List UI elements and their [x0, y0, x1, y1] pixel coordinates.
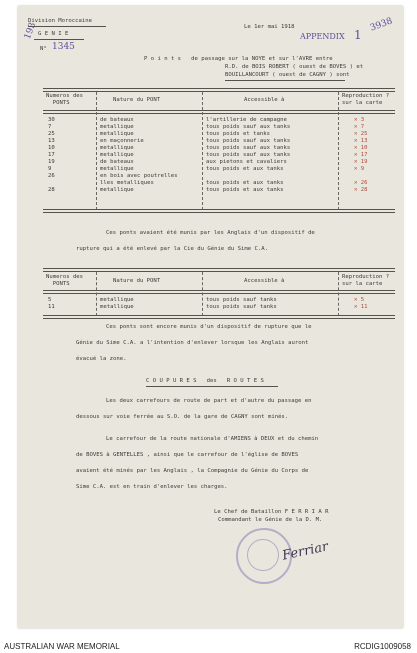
paragraph-4-line-1: Le carrefour de la route nationale d'AMIENS à DEUX et du chemin	[106, 436, 319, 442]
map-mark: ✕ 26	[354, 180, 368, 186]
archive-name: AUSTRALIAN WAR MEMORIAL	[4, 642, 120, 651]
table1-bottom-rule	[43, 209, 395, 213]
paragraph-4-line-2: de BOVES à GENTELLES , ainsi que le carrefour de l'église de BOVES	[76, 452, 299, 458]
table1-col-access	[206, 117, 336, 194]
table2-bottom-rule	[43, 315, 395, 319]
document-number-label: N°	[40, 46, 47, 52]
table-cell: 9	[48, 166, 52, 172]
handwritten-page-number-left: 193	[22, 21, 39, 41]
division-name: Division Moroccaine	[28, 18, 92, 24]
table-cell: tous poids sauf aux tanks	[206, 124, 291, 130]
paragraph-1-line-1: Ces ponts avaient été munis par les Anglais d'un dispositif de	[106, 230, 315, 236]
section-title-underline	[146, 386, 278, 387]
map-mark: ✕ 9	[354, 166, 365, 172]
paragraph-1-line-2: rupture qui a été enlevé par la Cie du Génie du Sime C.A.	[76, 246, 268, 252]
table1-divider-1	[96, 92, 97, 210]
table-cell: 17	[48, 152, 55, 158]
table2-col-nature	[100, 297, 200, 311]
table-cell: 26	[48, 173, 55, 179]
document-page	[18, 6, 403, 628]
table2-divider-3	[338, 272, 339, 316]
table2-header-access: Accessible à	[244, 278, 285, 284]
table-cell: de bateaux	[100, 117, 134, 123]
handwritten-signature: Ferriar	[280, 539, 330, 564]
table-cell: 25	[48, 131, 55, 137]
map-mark	[354, 173, 394, 180]
service-name: G E N I E	[38, 31, 69, 37]
signature-line-2: Commandant le Génie de la D. M.	[218, 517, 323, 523]
table-cell: tous poids et aux tanks	[206, 166, 284, 172]
paragraph-2-line-2: Génie du Sime C.A. a l'intention d'enlever lorsque les Anglais auront	[76, 340, 309, 346]
table-cell: 5	[48, 297, 52, 303]
table2-col-numero	[48, 297, 88, 311]
table-cell: en maçonnerie	[100, 138, 144, 144]
table1-col-report	[354, 117, 394, 194]
table-cell: metallique	[100, 152, 134, 158]
document-number-handwritten: 1345	[52, 42, 75, 52]
map-mark: ✕ 13	[354, 138, 368, 144]
map-mark: ✕ 5	[354, 297, 365, 303]
intro-line-1: P o i n t s de passage sur la NOYE et sur l'AVRE entre	[144, 56, 333, 62]
table-cell: metallique	[100, 304, 134, 310]
intro-line-2: R.D. de BOIS ROBERT ( ouest de BOVES ) et	[225, 64, 364, 70]
map-mark: ✕ 10	[354, 145, 368, 151]
table-cell: tous poids sauf tanks	[206, 297, 277, 303]
map-mark: ✕ 19	[354, 159, 368, 165]
table2-divider-2	[202, 272, 203, 316]
map-mark: ✕ 17	[354, 152, 368, 158]
table1-divider-2	[202, 92, 203, 210]
table-cell: tous poids sauf aux tanks	[206, 138, 291, 144]
paragraph-2-line-1: Ces ponts sont encore munis d'un dispositif de rupture que le	[106, 324, 312, 330]
handwritten-page-number-right: 3938	[368, 16, 394, 34]
map-mark: ✕ 28	[354, 187, 368, 193]
appendix-number: 1	[354, 28, 362, 42]
table-cell: 13	[48, 138, 55, 144]
document-date: Le 1er mai 1918	[244, 24, 295, 30]
stamp-inner-ring	[247, 539, 279, 571]
table-cell: aux pietons et cavaliers	[206, 159, 287, 165]
map-mark: ✕ 7	[354, 124, 365, 130]
table-cell: 30	[48, 117, 55, 123]
table1-header-access: Accessible à	[244, 97, 285, 103]
archive-footer	[0, 632, 417, 653]
table-cell: tous poids sauf aux tanks	[206, 145, 291, 151]
archive-reference: RCDIG1009058	[354, 642, 411, 651]
table-cell: lles metalliques	[100, 180, 154, 186]
table-cell: 28	[48, 187, 55, 193]
table-cell: en bois avec poutrelles	[100, 173, 178, 179]
table1-divider-3	[338, 92, 339, 210]
table-cell: 10	[48, 145, 55, 151]
paragraph-3-line-2: dessous sur voie ferrée au S.O. de la gare de CAGNY sont minés.	[76, 414, 289, 420]
table-cell: metallique	[100, 124, 134, 130]
table-cell: tous poids sauf aux tanks	[206, 152, 291, 158]
table1-header-report: Reproduction ? sur la carte	[342, 93, 390, 106]
map-mark: ✕ 3	[354, 117, 365, 123]
signature-line-1: Le Chef de Bataillon F E R R I A R	[214, 509, 329, 515]
table2-header-nature: Nature du PONT	[113, 278, 161, 284]
paragraph-3-line-1: Les deux carrefours de route de part et d'autre du passage en	[106, 398, 312, 404]
table-cell: metallique	[100, 187, 134, 193]
table-cell: tous poids et aux tanks	[206, 187, 284, 193]
intro-line-3: BOUILLANCOURT ( ouest de CAGNY ) sont	[225, 72, 350, 78]
service-underline	[34, 39, 84, 40]
table-cell	[206, 173, 336, 180]
paragraph-4-line-4: Sime C.A. est en train d'enlever les charges.	[76, 484, 228, 490]
table2-header-numero: Numeros des PONTS	[46, 274, 84, 287]
table1-header-nature: Nature du PONT	[113, 97, 161, 103]
table-cell: tous poids sauf tanks	[206, 304, 277, 310]
table-cell: l'artillerie de campagne	[206, 117, 287, 123]
division-underline	[28, 26, 106, 27]
table-cell: tous poids et tanks	[206, 131, 270, 137]
map-mark: ✕ 25	[354, 131, 368, 137]
appendix-label: APPENDIX	[300, 32, 345, 41]
table-cell: metallique	[100, 131, 134, 137]
intro-underline	[225, 80, 345, 81]
table-cell: 11	[48, 304, 55, 310]
table-cell: de bateaux	[100, 159, 134, 165]
table-cell: tous poids et aux tanks	[206, 180, 284, 186]
table-cell: 7	[48, 124, 52, 130]
table2-divider-1	[96, 272, 97, 316]
table1-header-numero: Numeros des PONTS	[46, 93, 84, 106]
paragraph-2-line-3: évacué la zone.	[76, 356, 127, 362]
table2-col-access	[206, 297, 336, 311]
table2-col-report	[354, 297, 394, 311]
table-cell	[48, 180, 88, 187]
paragraph-4-line-3: avaient été minés par les Anglais , la Compagnie du Génie du Corps de	[76, 468, 309, 474]
table-cell: metallique	[100, 297, 134, 303]
table1-col-numero	[48, 117, 88, 194]
table-cell: 19	[48, 159, 55, 165]
table-cell: metallique	[100, 145, 134, 151]
table-cell: metallique	[100, 166, 134, 172]
map-mark: ✕ 11	[354, 304, 368, 310]
section-title: C O U P U R E S des R O U T E S	[146, 378, 264, 384]
table2-header-report: Reproduction ? sur la carte	[342, 274, 390, 287]
table1-col-nature	[100, 117, 200, 194]
